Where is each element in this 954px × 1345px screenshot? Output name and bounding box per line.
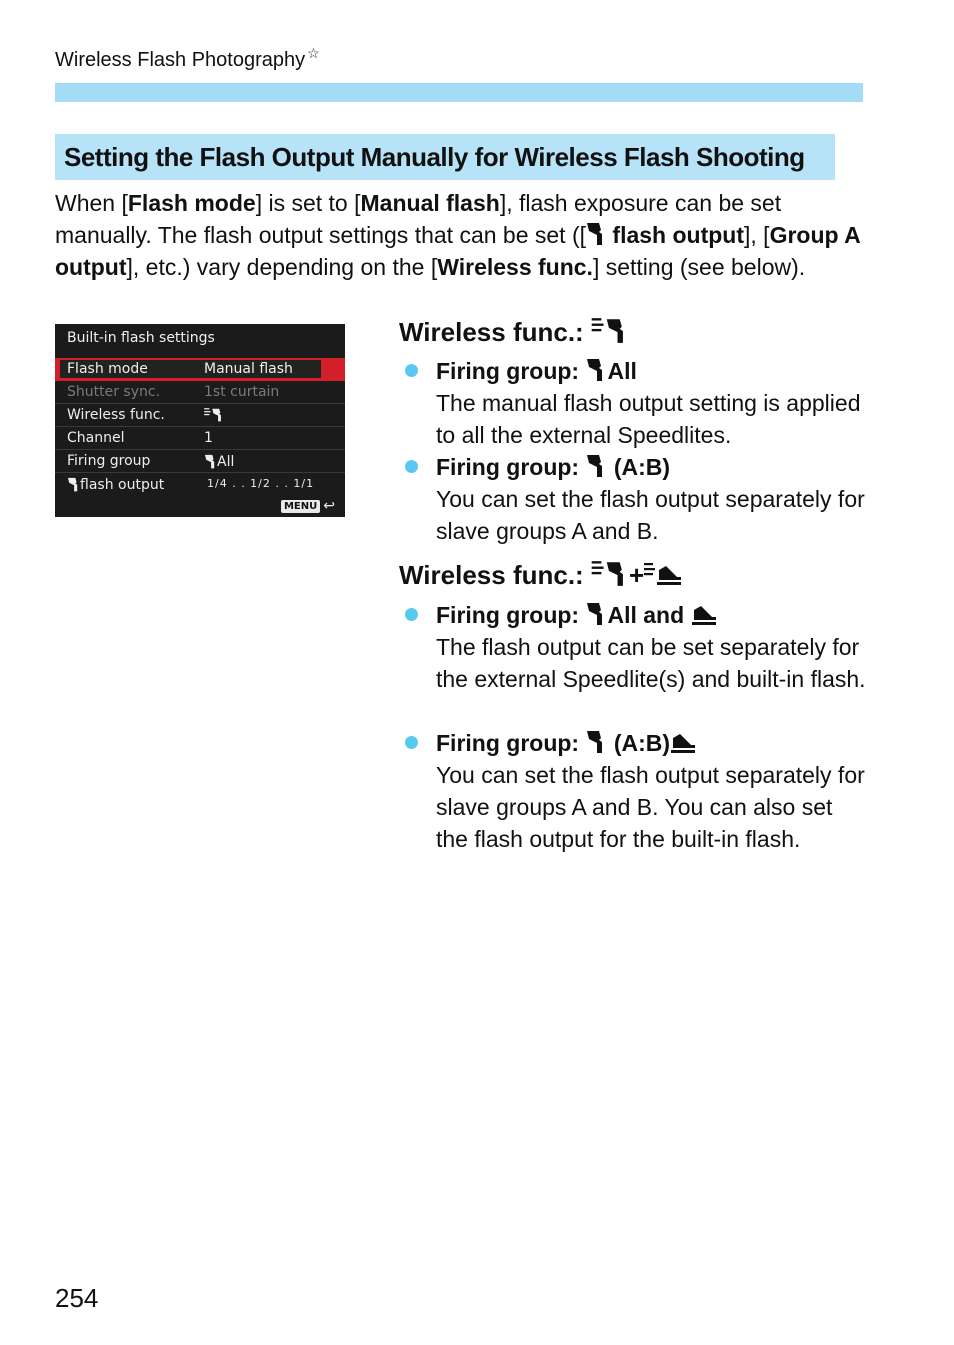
speedlite-icon [585,452,607,478]
menu-row-firing-group[interactable] [55,450,345,473]
page-number: 254 [55,1283,99,1313]
menu-row-label: Firing group [67,453,151,469]
intro-bold-wireless-func: Wireless func. [437,254,593,280]
speedlite-icon [585,728,607,754]
intro-bold-flash-output: flash output [612,222,744,248]
menu-row-shutter-sync [55,381,345,404]
menu-row-value: 1 [204,430,213,446]
bullet-icon [405,460,418,473]
intro-paragraph [55,187,865,283]
menu-row-label: Wireless func. [67,407,165,423]
intro-text: ], [ [744,222,770,248]
menu-row-flash-mode[interactable] [55,358,345,381]
firing-group-item-title [436,728,696,757]
running-head-title: Wireless Flash Photography [55,49,306,71]
intro-text: ], etc.) vary depending on the [ [126,254,438,280]
firing-group-item-title [436,452,670,481]
wireless-func-label: Wireless func.: [399,560,584,590]
menu-row-label: Shutter sync. [67,384,161,400]
firing-group-description: You can set the flash output separately for slave groups A and B. [436,486,865,544]
intro-text: ] setting (see below). [592,254,806,280]
wireless-speedlite-icon [204,407,224,422]
flash-output-scale: 1/4 . . 1/2 . . 1/1 [207,477,315,490]
intro-bold-group-a-output: Group A output [55,222,860,280]
firing-group-description: The manual flash output setting is applied to all the external Speedlites. [436,390,861,448]
firing-group-label: Firing group: [436,358,580,384]
menu-row-label: Channel [67,430,125,446]
wireless-speedlite-icon [591,559,629,587]
menu-row-wireless-func[interactable] [55,404,345,427]
return-icon: ↩ [323,498,335,514]
speedlite-icon [204,453,217,469]
running-head [55,45,320,72]
plus-sign: + [628,560,645,590]
speedlite-icon [585,600,607,626]
firing-group-suffix: All [607,358,637,384]
menu-row-value: Manual flash [204,361,293,377]
intro-bold-manual-flash: Manual flash [360,190,500,216]
speedlite-icon [585,356,607,382]
builtin-flash-icon [670,730,696,754]
wireless-speedlite-icon [591,316,629,344]
intro-text: ] is set to [ [255,190,361,216]
intro-text: When [ [55,190,128,216]
bullet-icon [405,608,418,621]
wireless-func-heading-2 [399,559,682,591]
bullet-icon [405,736,418,749]
firing-group-label: Firing group: [436,730,580,756]
firing-group-label: Firing group: [436,602,580,628]
firing-group-suffix: (A:B) [613,730,671,756]
builtin-flash-icon [691,602,717,626]
star-icon: ☆ [307,45,320,61]
section-heading [55,134,835,180]
menu-row-flash-output[interactable] [55,473,345,495]
menu-row-value: 1st curtain [204,384,280,400]
speedlite-icon [586,220,606,246]
firing-group-label: Firing group: [436,454,580,480]
firing-group-suffix: (A:B) [613,454,671,480]
menu-row-channel[interactable] [55,427,345,450]
menu-row-value [204,453,234,470]
firing-group-item-title [436,356,637,385]
firing-group-description: You can set the flash output separately for slave groups A and B. You can also set the flash output for the built-in flash. [436,762,865,852]
bullet-icon [405,364,418,377]
menu-list [55,358,345,495]
wireless-func-label: Wireless func.: [399,317,584,347]
menu-row-label [67,476,164,493]
firing-group-suffix: All and [607,602,685,628]
menu-label: MENU [281,500,320,513]
flash-output-label: flash output [80,477,165,493]
section-heading-text: Setting the Flash Output Manually for Wireless Flash Shooting [64,141,805,172]
camera-menu-screen [55,324,345,517]
header-bar [55,83,863,102]
firing-group-value: All [217,454,235,470]
wireless-builtin-flash-icon [644,561,682,587]
speedlite-icon [67,476,80,492]
firing-group-description: The flash output can be set separately for the external Speedlite(s) and built-in flash. [436,634,866,692]
menu-return-button[interactable] [281,498,335,514]
wireless-func-heading-1 [399,316,629,348]
firing-group-item-title [436,600,717,629]
menu-row-value [204,407,224,426]
intro-bold-flash-mode: Flash mode [127,190,256,216]
intro-text: ], flash exposure can be set manually. The flash output settings that can be set ([ [55,190,782,248]
menu-row-label: Flash mode [67,361,148,377]
screen-title: Built-in flash settings [67,330,215,346]
